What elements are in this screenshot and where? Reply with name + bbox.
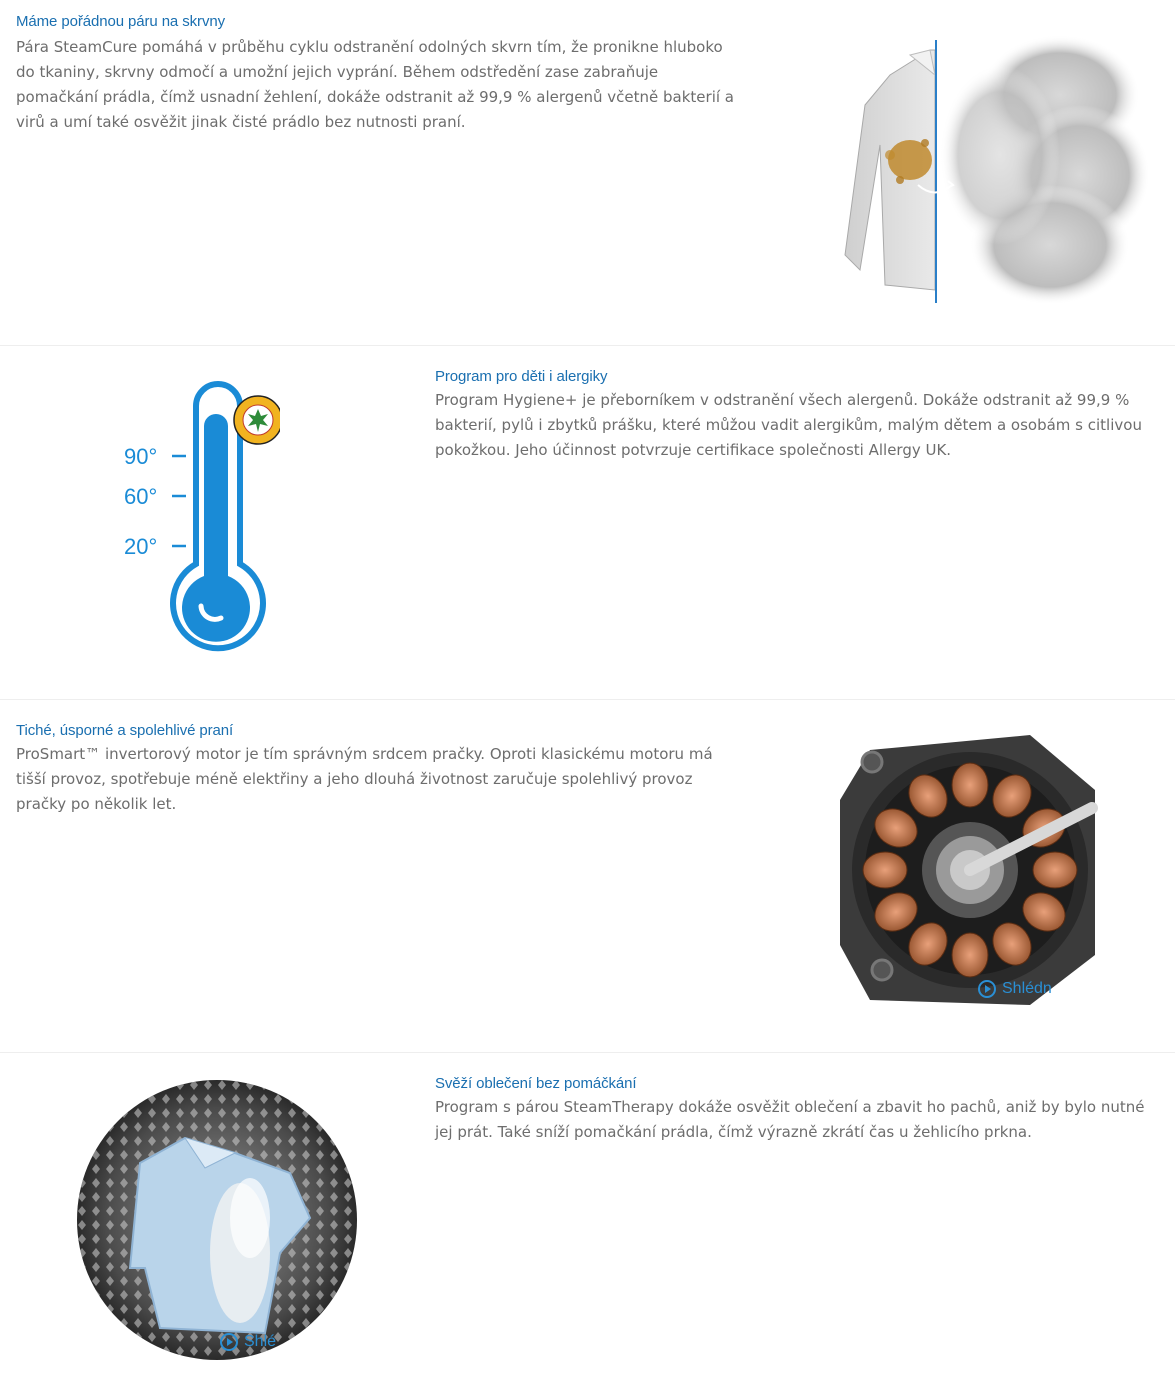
temp-20-label: 20° (124, 534, 158, 559)
steam-shirt-image (830, 35, 1150, 310)
play-video-button[interactable] (978, 980, 1052, 998)
temp-90-label: 90° (124, 444, 158, 469)
feature-title: Tiché, úsporné a spolehlivé praní (16, 722, 234, 739)
feature-description: Program s párou SteamTherapy dokáže osvěžit oblečení a zbavit ho pachů, aniž by bylo nutné jej prát. Také sníží pomačkání prádla, čímž výrazně zkrátí čas u žehlicího prkna. (435, 1098, 1145, 1141)
feature-title: Program pro děti i alergiky (435, 368, 608, 385)
inverter-motor-image (830, 730, 1110, 1010)
play-video-label: Shlédn (1002, 980, 1052, 997)
feature-hygiene (0, 346, 1175, 699)
feature-description: ProSmart™ invertorový motor je tím správným srdcem pračky. Oproti klasickému motoru má tišší provoz, spotřebuje méně elektřiny a jeho dlouhá životnost zaručuje spolehlivý provoz pračky po několik let. (16, 745, 713, 813)
feature-description: Program Hygiene+ je přeborníkem v odstranění všech alergenů. Dokáže odstranit až 99,9 % bakterií, pylů i zbytků prášku, které můžou vadit alergikům, malým dětem a osobám s citlivou pokožkou. Jeho účinnost potvrzuje certifikace společnosti Allergy UK. (435, 391, 1142, 459)
feature-title: Svěží oblečení bez pomáčkání (435, 1075, 637, 1092)
play-icon (978, 980, 996, 998)
steam-drum-image (75, 1078, 360, 1363)
play-icon (220, 1333, 238, 1351)
feature-description: Pára SteamCure pomáhá v průběhu cyklu odstranění odolných skvrn tím, že pronikne hluboko do tkaniny, skrvny odmočí a umožní jejich vyprání. Během odstředění zase zabraňuje pomačkání prádla, čímž usnadní žehlení, dokáže odstranit až 99,9 % alergenů včetně bakterií a virů a umí také osvěžit jinak čisté prádlo bez nutnosti praní. (16, 38, 734, 131)
feature-title: Máme pořádnou páru na skrvny (16, 13, 225, 30)
temp-60-label: 60° (124, 484, 158, 509)
feature-steamtherapy (0, 1053, 1175, 1382)
feature-steamcure (0, 0, 1175, 345)
play-video-label: Shlé (244, 1333, 277, 1350)
thermometer-image (120, 376, 280, 661)
feature-motor (0, 700, 1175, 1052)
play-video-button[interactable] (220, 1333, 276, 1351)
